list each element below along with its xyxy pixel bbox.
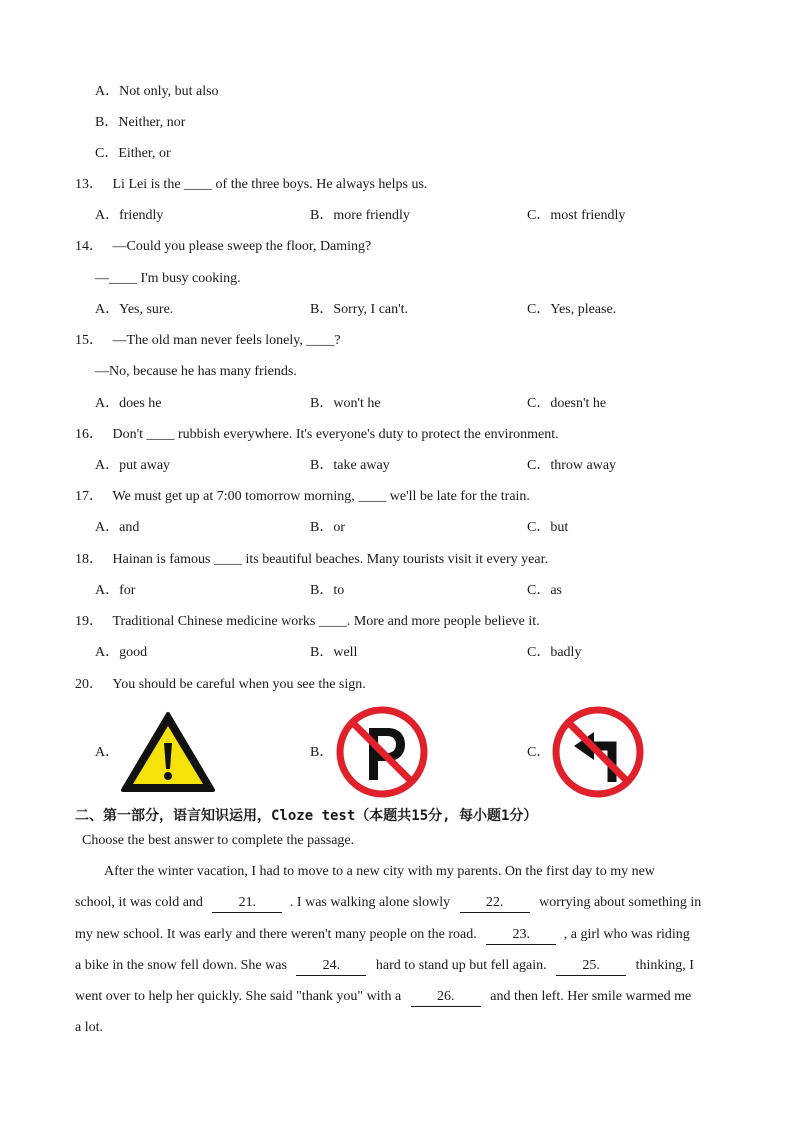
passage-text: school, it was cold and: [75, 895, 203, 910]
q20-option-b: B．: [310, 745, 334, 760]
q15-option-c: C．doesn't he: [527, 396, 607, 411]
question-20: [75, 676, 366, 694]
q13-option-a: A．friendly: [95, 208, 164, 223]
question-15: [75, 332, 341, 350]
passage-text: . I was walking alone slowly: [289, 895, 451, 910]
passage-text: a bike in the snow fell down. She was: [75, 958, 287, 973]
passage-text: and then left. Her smile warmed me: [490, 989, 692, 1004]
passage-line-5: [75, 988, 691, 1007]
q19-option-c: C．badly: [527, 645, 582, 660]
question-number: 19．: [75, 614, 103, 629]
question-number: 14．: [75, 239, 103, 254]
passage-line-6: a lot.: [75, 1020, 103, 1035]
question-stem: Hainan is famous ____ its beautiful beaches. Many tourists visit it every year.: [112, 552, 548, 567]
passage-line-4: [75, 957, 694, 976]
passage-line-1: After the winter vacation, I had to move to a new city with my parents. On the first day to my new: [104, 864, 655, 879]
question-number: 17．: [75, 489, 103, 504]
option-b: B．Neither, nor: [95, 115, 186, 130]
q16-option-c: C．throw away: [527, 458, 617, 473]
q14-option-c: C．Yes, please.: [527, 302, 617, 317]
blank-24[interactable]: 24.: [296, 957, 366, 976]
q14-option-b: B．Sorry, I can't.: [310, 302, 409, 317]
question-18: [75, 551, 548, 569]
q17-option-c: C．but: [527, 520, 569, 535]
q14-dialogue: —____ I'm busy cooking.: [95, 271, 241, 286]
q16-option-a: A．put away: [95, 458, 171, 473]
q15-option-a: A．does he: [95, 396, 162, 411]
no-left-turn-sign-icon: [552, 706, 644, 798]
q13-option-b: B．more friendly: [310, 208, 410, 223]
blank-21[interactable]: 21.: [212, 894, 282, 913]
question-number: 13．: [75, 177, 103, 192]
q19-option-a: A．good: [95, 645, 148, 660]
q14-option-a: A．Yes, sure.: [95, 302, 174, 317]
blank-25[interactable]: 25.: [556, 957, 626, 976]
no-parking-sign-icon: [336, 706, 428, 798]
question-13: [75, 176, 427, 194]
q13-option-c: C．most friendly: [527, 208, 626, 223]
warning-sign-icon: [120, 711, 216, 793]
question-stem: We must get up at 7:00 tomorrow morning, ____ we'll be late for the train.: [112, 489, 530, 504]
question-17: [75, 488, 530, 506]
section-instruction: Choose the best answer to complete the passage.: [82, 833, 355, 848]
q20-option-c: C．: [527, 745, 551, 760]
q15-dialogue: —No, because he has many friends.: [95, 364, 297, 379]
passage-text: my new school. It was early and there weren't many people on the road.: [75, 927, 477, 942]
question-number: 16．: [75, 427, 103, 442]
q16-option-b: B．take away: [310, 458, 390, 473]
q19-option-b: B．well: [310, 645, 358, 660]
option-a: A．Not only, but also: [95, 84, 219, 99]
q20-option-a: A．: [95, 745, 120, 760]
blank-22[interactable]: 22.: [460, 894, 530, 913]
q17-option-a: A．and: [95, 520, 140, 535]
q17-option-b: B．or: [310, 520, 345, 535]
question-number: 15．: [75, 333, 103, 348]
question-19: [75, 613, 540, 631]
q15-option-b: B．won't he: [310, 396, 381, 411]
passage-line-3: [75, 926, 690, 945]
option-c: C．Either, or: [95, 146, 171, 161]
question-stem: Li Lei is the ____ of the three boys. He always helps us.: [112, 177, 428, 192]
passage-line-2: [75, 894, 701, 913]
passage-text: went over to help her quickly. She said "thank you" with a: [75, 989, 402, 1004]
question-number: 18．: [75, 552, 103, 567]
passage-text: thinking, I: [635, 958, 694, 973]
question-14: [75, 238, 371, 256]
question-stem: You should be careful when you see the sign.: [112, 677, 366, 692]
question-stem: Don't ____ rubbish everywhere. It's everyone's duty to protect the environment.: [112, 427, 559, 442]
blank-23[interactable]: 23.: [486, 926, 556, 945]
q18-option-a: A．for: [95, 583, 136, 598]
question-stem: Traditional Chinese medicine works ____. More and more people believe it.: [112, 614, 540, 629]
section-title: 二、第一部分，语言知识运用，Cloze test（本题共15分, 每小题1分）: [75, 808, 538, 824]
q18-option-c: C．as: [527, 583, 562, 598]
question-stem: —The old man never feels lonely, ____?: [112, 333, 341, 348]
question-16: [75, 426, 559, 444]
passage-text: , a girl who was riding: [563, 927, 690, 942]
passage-text: worrying about something in: [539, 895, 702, 910]
question-number: 20．: [75, 677, 103, 692]
blank-26[interactable]: 26.: [411, 988, 481, 1007]
q18-option-b: B．to: [310, 583, 345, 598]
passage-text: hard to stand up but fell again.: [375, 958, 547, 973]
question-stem: —Could you please sweep the floor, Daming?: [112, 239, 372, 254]
